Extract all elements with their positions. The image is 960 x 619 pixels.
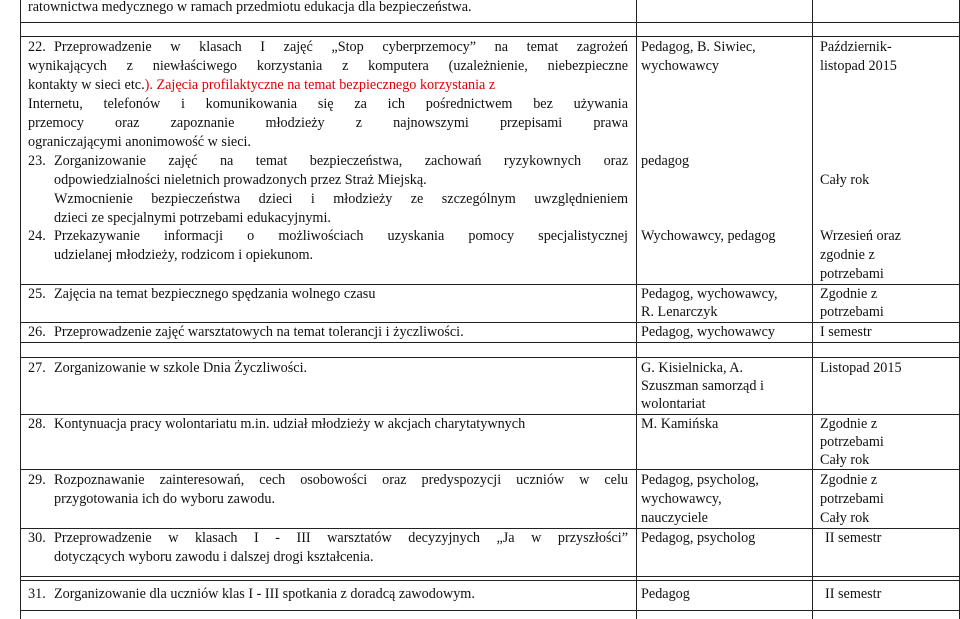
- row-divider: [20, 469, 960, 470]
- activity-line: przemocy oraz zapoznanie młodzieży z najnowszymi przepisami prawa: [28, 115, 628, 131]
- activity-line: Zorganizowanie w szkole Dnia Życzliwości.: [54, 360, 308, 376]
- row-divider: [20, 357, 960, 358]
- activity-line: dotyczących wyboru zawodu i dalszej drogi kształcenia.: [54, 549, 374, 565]
- deadline-cell: Cały rok: [820, 510, 870, 526]
- activity-line: Zajęcia na temat bezpiecznego spędzania wolnego czasu: [54, 286, 376, 302]
- deadline-cell: II semestr: [825, 586, 882, 602]
- row-number: 27.: [28, 360, 46, 376]
- row-number: 22.: [28, 39, 46, 55]
- responsible-cell: Wychowawcy, pedagog: [641, 228, 776, 244]
- deadline-cell: Listopad 2015: [820, 360, 902, 376]
- row-number: 24.: [28, 228, 46, 244]
- row-number: 23.: [28, 153, 46, 169]
- activity-line: Kontynuacja pracy wolontariatu m.in. udział młodzieży w akcjach charytatywnych: [54, 416, 526, 432]
- deadline-cell: II semestr: [825, 530, 882, 546]
- row-number: 30.: [28, 530, 46, 546]
- activity-line: kontakty w sieci etc.). Zajęcia profilaktyczne na temat bezpiecznego korzystania z: [28, 77, 496, 93]
- activity-line: Przeprowadzenie zajęć warsztatowych na temat tolerancji i życzliwości.: [54, 324, 464, 340]
- responsible-cell: Pedagog: [641, 586, 690, 602]
- col-border-left: [20, 0, 21, 619]
- deadline-cell: Zgodnie z: [820, 472, 878, 488]
- activity-line: Zorganizowanie dla uczniów klas I - III spotkania z doradcą zawodowym.: [54, 586, 475, 602]
- col-border-who: [636, 0, 637, 619]
- row-number: 31.: [28, 586, 46, 602]
- row-divider: [20, 580, 960, 581]
- row-number: 26.: [28, 324, 46, 340]
- activity-line: odpowiedzialności nieletnich prowadzonych przez Straż Miejską.: [54, 172, 427, 188]
- responsible-cell: M. Kamińska: [641, 416, 719, 432]
- responsible-cell: R. Lenarczyk: [641, 304, 718, 320]
- deadline-cell: Zgodnie z: [820, 286, 878, 302]
- col-border-when: [812, 0, 813, 619]
- responsible-cell: pedagog: [641, 153, 690, 169]
- activity-line: udzielanej młodzieży, rodzicom i opiekunom.: [54, 247, 314, 263]
- responsible-cell: wychowawcy,: [641, 491, 722, 507]
- responsible-cell: Pedagog, wychowawcy: [641, 324, 775, 340]
- deadline-cell: potrzebami: [820, 434, 884, 450]
- activity-line: Przekazywanie informacji o możliwościach uzyskania pomocy specjalistycznej: [54, 228, 628, 244]
- deadline-cell: Cały rok: [820, 172, 870, 188]
- responsible-cell: Szuszman samorząd i: [641, 378, 764, 394]
- activity-line: Przeprowadzenie w klasach I - III warsztatów decyzyjnych „Ja w przyszłości”: [54, 530, 628, 546]
- activity-line: dzieci ze specjalnymi potrzebami edukacyjnymi.: [54, 210, 331, 226]
- activity-line: ograniczającymi anonimowość w sieci.: [28, 134, 251, 150]
- activity-line: Wzmocnienie bezpieczeństwa dzieci i młodzieży ze szczególnym uwzględnieniem: [54, 191, 628, 207]
- responsible-cell: Pedagog, psycholog,: [641, 472, 759, 488]
- activity-line: Rozpoznawanie zainteresowań, cech osobowości oraz predyspozycji uczniów w celu: [54, 472, 628, 488]
- responsible-cell: wychowawcy: [641, 58, 720, 74]
- responsible-cell: Pedagog, wychowawcy,: [641, 286, 778, 302]
- deadline-cell: zgodnie z: [820, 247, 875, 263]
- deadline-cell: I semestr: [820, 324, 872, 340]
- activity-line: przygotowania ich do wyboru zawodu.: [54, 491, 276, 507]
- activity-line: Internetu, telefonów i komunikowania się za ich pośrednictwem bez używania: [28, 96, 628, 112]
- deadline-cell: potrzebami: [820, 266, 884, 282]
- deadline-cell: Cały rok: [820, 452, 870, 468]
- row-divider: [20, 342, 960, 343]
- deadline-cell: listopad 2015: [820, 58, 897, 74]
- deadline-cell: Zgodnie z: [820, 416, 878, 432]
- row-divider: [20, 22, 960, 23]
- row-number: 28.: [28, 416, 46, 432]
- row-number: 29.: [28, 472, 46, 488]
- activity-line: wynikających z niewłaściwego korzystania z komputera (uzależnienie, niebezpieczne: [28, 58, 628, 74]
- deadline-cell: potrzebami: [820, 304, 884, 320]
- continuation-text: ratownictwa medycznego w ramach przedmiotu edukacja dla bezpieczeństwa.: [28, 0, 472, 15]
- activity-line: Zorganizowanie zajęć na temat bezpieczeństwa, zachowań ryzykownych oraz: [54, 153, 628, 169]
- responsible-cell: G. Kisielnicka, A.: [641, 360, 744, 376]
- responsible-cell: Pedagog, psycholog: [641, 530, 756, 546]
- deadline-cell: Październik-: [820, 39, 892, 55]
- responsible-cell: wolontariat: [641, 396, 706, 412]
- activity-line: Przeprowadzenie w klasach I zajęć „Stop cyberprzemocy” na temat zagrożeń: [54, 39, 628, 55]
- row-divider: [20, 576, 960, 577]
- row-divider: [20, 610, 960, 611]
- row-number: 25.: [28, 286, 46, 302]
- row-divider: [20, 36, 960, 37]
- responsible-cell: nauczyciele: [641, 510, 708, 526]
- deadline-cell: potrzebami: [820, 491, 884, 507]
- deadline-cell: Wrzesień oraz: [820, 228, 901, 244]
- responsible-cell: Pedagog, B. Siwiec,: [641, 39, 756, 55]
